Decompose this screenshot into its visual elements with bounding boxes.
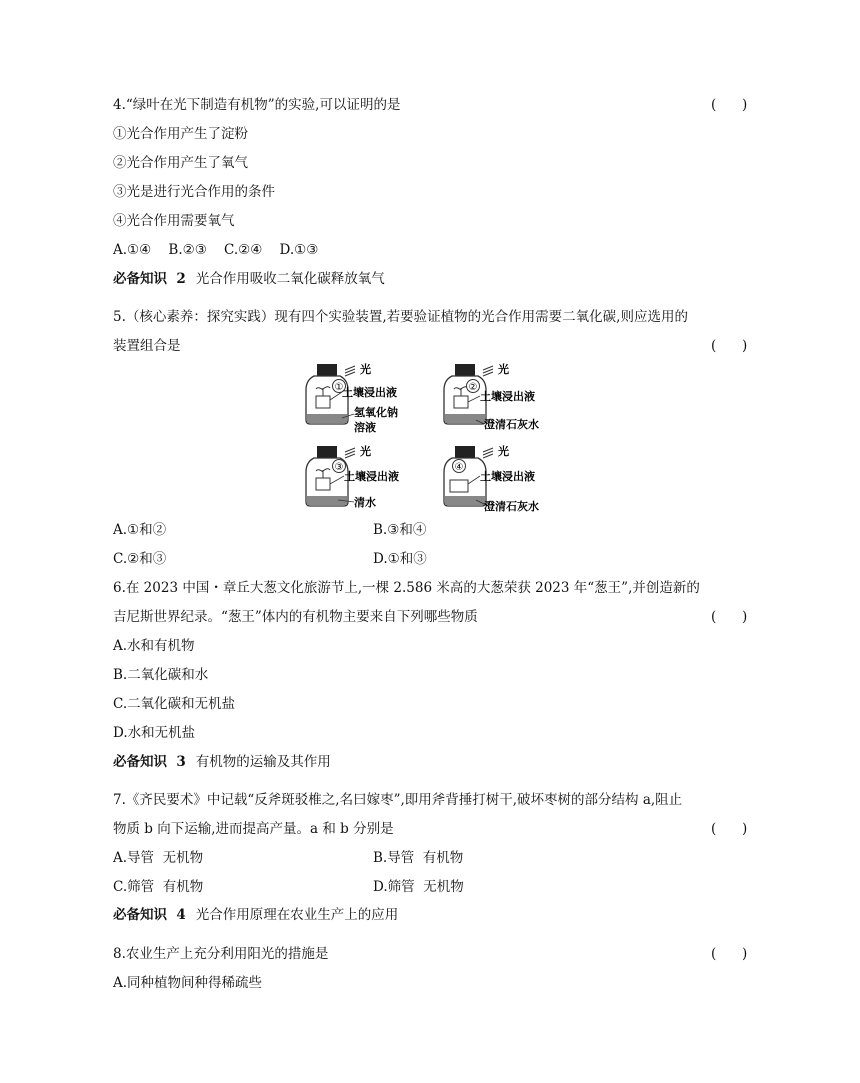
device-1 [306,362,398,434]
q7-stem-line-2: 物质 b 向下运输,进而提高产量。a 和 b 分别是 [113,821,394,837]
device-2-number: ② [468,382,478,393]
q7-option-c: C.筛管 有机物 [113,879,204,895]
device-4 [444,444,539,512]
q6-option-c: C.二氧化碳和无机盐 [113,696,236,712]
knowledge-label: 必备知识 4 [113,907,186,923]
device-3-number: ③ [334,462,344,473]
q6-option-a: A.水和有机物 [113,638,195,654]
q7-option-b: B.导管 有机物 [373,850,464,866]
q5-option-b: B.③和④ [373,522,427,538]
q6-answer-bracket: ( ) [711,609,748,625]
device-4-top-label: 土壤浸出液 [480,470,535,483]
q5-stem-line-2: 装置组合是 [113,338,181,354]
q5-stem-line-1: 5.（核心素养：探究实践）现有四个实验装置,若要验证植物的光合作用需要二氧化碳,则应选用的 [113,309,688,325]
device-4-light-label: 光 [498,445,509,458]
device-2-bottom-label-1: 澄清石灰水 [484,418,539,431]
q7-option-a: A.导管 无机物 [113,850,204,866]
device-4-number: ④ [454,462,464,473]
q8-answer-bracket: ( ) [711,946,748,962]
device-1-bottom-label-2: 溶液 [354,421,376,434]
device-4-bottom-label-1: 澄清石灰水 [484,500,539,512]
q5-answer-bracket: ( ) [711,338,748,354]
device-3-top-label: 土壤浸出液 [344,470,399,483]
q4-statement-1: ①光合作用产生了淀粉 [113,126,248,142]
knowledge-heading-2 [113,270,385,288]
device-1-number: ① [334,382,344,393]
device-1-light-label: 光 [360,363,371,376]
q4-statement-4: ④光合作用需要氧气 [113,213,235,229]
knowledge-topic: 光合作用吸收二氧化碳释放氧气 [195,271,385,287]
q7-option-d: D.筛管 无机物 [373,879,464,895]
q7-stem-line-1: 7.《齐民要术》中记载“反斧斑驳椎之,名曰嫁枣”,即用斧背捶打树干,破坏枣树的部分结构 a,阻止 [113,792,683,808]
device-3-light-label: 光 [360,445,371,458]
device-1-top-label: 土壤浸出液 [342,386,397,399]
q6-stem-line-1: 6.在 2023 中国・章丘大葱文化旅游节上,一棵 2.586 米高的大葱荣获 2023 年“葱王”,并创造新的 [113,580,700,596]
device-3-bottom-label-1: 清水 [354,496,376,509]
knowledge-heading-3 [113,753,331,771]
q8-stem: 8.农业生产上充分利用阳光的措施是 [113,946,329,962]
q4-answer-bracket: ( ) [711,97,748,113]
device-2-top-label: 土壤浸出液 [480,390,535,403]
q5-option-d: D.①和③ [373,551,427,567]
knowledge-heading-4 [113,906,398,924]
q4-statement-2: ②光合作用产生了氧气 [113,155,248,171]
knowledge-topic: 光合作用原理在农业生产上的应用 [195,907,399,923]
knowledge-topic: 有机物的运输及其作用 [195,754,331,770]
q8-option-a: A.同种植物间种得稀疏些 [113,975,263,991]
q6-stem-line-2: 吉尼斯世界纪录。“葱王”体内的有机物主要来自下列哪些物质 [113,609,478,625]
q7-answer-bracket: ( ) [711,821,748,837]
knowledge-label: 必备知识 2 [113,271,186,287]
q6-option-b: B.二氧化碳和水 [113,667,209,683]
q5-option-a: A.①和② [113,522,167,538]
device-2-light-label: 光 [498,363,509,376]
device-1-bottom-label-1: 氢氧化钠 [354,406,398,419]
q6-option-d: D.水和无机盐 [113,725,196,741]
q5-option-c: C.②和③ [113,551,167,567]
q5-experiment-figure [300,362,562,512]
q4-options: A.①④ B.②③ C.②④ D.①③ [113,242,319,258]
q4-stem: 4.“绿叶在光下制造有机物”的实验,可以证明的是 [113,97,401,113]
device-3 [306,444,399,509]
knowledge-label: 必备知识 3 [113,754,186,770]
q4-statement-3: ③光是进行光合作用的条件 [113,184,275,200]
device-2 [444,362,539,431]
